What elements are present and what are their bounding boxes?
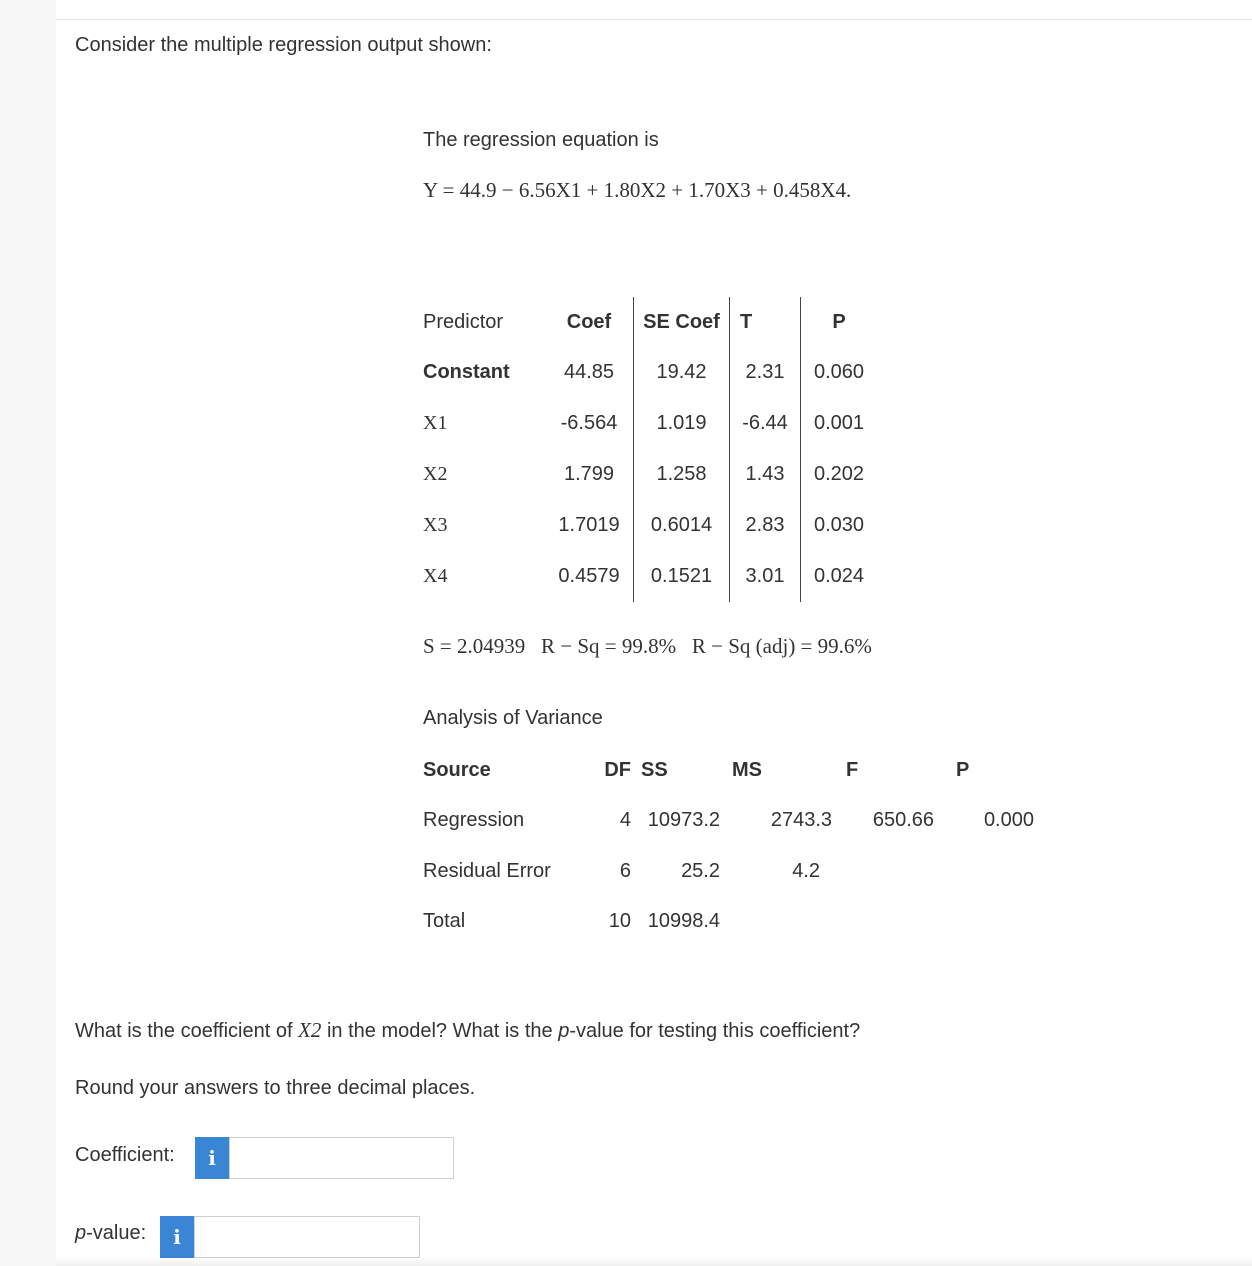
predictor-cell: Constant <box>423 361 510 383</box>
coef-cell: 1.7019 <box>545 500 634 551</box>
intro-text: Consider the multiple regression output shown: <box>75 34 492 56</box>
pvalue-input[interactable] <box>194 1216 420 1258</box>
equation-label: The regression equation is <box>423 129 659 151</box>
col-header-df: DF <box>604 758 631 781</box>
col-header-p: P <box>832 310 846 333</box>
coefficient-info-icon[interactable]: i <box>195 1137 229 1179</box>
table-row <box>423 796 1034 847</box>
t-cell: 1.43 <box>730 449 801 500</box>
p-cell: 0.030 <box>813 514 865 536</box>
pvalue-label <box>75 1222 146 1245</box>
table-row <box>423 398 877 449</box>
df-cell: 4 <box>619 809 631 832</box>
question-variable: X2 <box>298 1018 322 1042</box>
table-row <box>423 551 877 602</box>
pvalue-label-p: p <box>75 1222 87 1244</box>
bottom-shadow <box>56 1256 1252 1266</box>
source-cell: Residual Error <box>423 859 551 882</box>
question-part3: -value for testing this coefficient? <box>569 1020 861 1042</box>
source-cell: Total <box>423 910 466 933</box>
col-header-coef: Coef <box>545 297 634 347</box>
p-cell: 0.024 <box>813 565 865 587</box>
se-coef-cell: 1.019 <box>634 398 730 449</box>
df-cell: 6 <box>619 859 631 882</box>
t-cell: 2.83 <box>730 500 801 551</box>
predictor-cell: X3 <box>423 514 448 536</box>
se-coef-cell: 1.258 <box>634 449 730 500</box>
f-cell: 650.66 <box>872 809 934 832</box>
ms-cell: 2743.3 <box>770 809 832 832</box>
ss-cell: 10973.2 <box>647 809 720 832</box>
anova-header <box>423 745 1034 796</box>
p-cell: 0.202 <box>813 463 865 485</box>
col-header-predictor: Predictor <box>423 310 504 333</box>
table-row <box>423 347 877 398</box>
predictor-cell: X4 <box>423 565 448 587</box>
p-cell <box>934 897 1034 948</box>
coefficient-input[interactable] <box>229 1137 454 1179</box>
t-cell: 3.01 <box>730 551 801 602</box>
coef-cell: 0.4579 <box>545 551 634 602</box>
df-cell: 10 <box>608 910 631 933</box>
anova-title: Analysis of Variance <box>423 707 603 729</box>
question-part1: What is the coefficient of <box>75 1020 299 1042</box>
coef-cell: 44.85 <box>545 347 634 398</box>
t-cell: -6.44 <box>730 398 801 449</box>
p-cell: 0.000 <box>983 809 1034 832</box>
col-header-source: Source <box>423 758 491 781</box>
col-header-f: F <box>846 758 859 781</box>
coef-cell: 1.799 <box>545 449 634 500</box>
table-row <box>423 500 877 551</box>
col-header-ms: MS <box>732 758 762 781</box>
coefficient-label: Coefficient: <box>75 1144 175 1166</box>
rounding-instruction: Round your answers to three decimal places. <box>75 1077 476 1099</box>
pvalue-label-rest: -value: <box>86 1222 147 1244</box>
question-p-symbol: p <box>558 1020 570 1042</box>
col-header-t: T <box>730 297 801 347</box>
col-header-se-coef: SE Coef <box>634 297 730 347</box>
coef-table-header <box>423 297 877 347</box>
regression-equation: Y = 44.9 − 6.56X1 + 1.80X2 + 1.70X3 + 0.458X4. <box>423 178 852 202</box>
se-coef-cell: 0.6014 <box>634 500 730 551</box>
top-divider <box>56 19 1252 20</box>
question-text <box>75 1018 860 1043</box>
predictor-cell: X1 <box>423 412 448 434</box>
f-cell <box>832 897 934 948</box>
p-cell: 0.001 <box>813 412 865 434</box>
table-row <box>423 846 1034 897</box>
ms-cell <box>720 897 832 948</box>
predictor-cell: X2 <box>423 463 448 485</box>
ss-cell: 25.2 <box>681 859 720 882</box>
se-coef-cell: 0.1521 <box>634 551 730 602</box>
anova-table <box>423 745 1034 947</box>
coef-cell: -6.564 <box>545 398 634 449</box>
left-gutter <box>0 0 56 1266</box>
ms-cell: 4.2 <box>792 859 820 882</box>
f-cell <box>832 846 934 897</box>
table-row <box>423 897 1034 948</box>
ss-cell: 10998.4 <box>647 910 720 933</box>
col-header-p: P <box>956 758 970 781</box>
t-cell: 2.31 <box>730 347 801 398</box>
source-cell: Regression <box>423 809 525 832</box>
se-coef-cell: 19.42 <box>634 347 730 398</box>
table-row <box>423 449 877 500</box>
pvalue-info-icon[interactable]: i <box>160 1216 194 1258</box>
fit-statistics: S = 2.04939 R − Sq = 99.8% R − Sq (adj) = 99.6% <box>423 634 872 658</box>
p-cell: 0.060 <box>813 361 865 383</box>
coefficient-table <box>423 297 877 602</box>
p-cell <box>934 846 1034 897</box>
question-part2: in the model? What is the <box>321 1020 559 1042</box>
col-header-ss: SS <box>641 758 668 781</box>
